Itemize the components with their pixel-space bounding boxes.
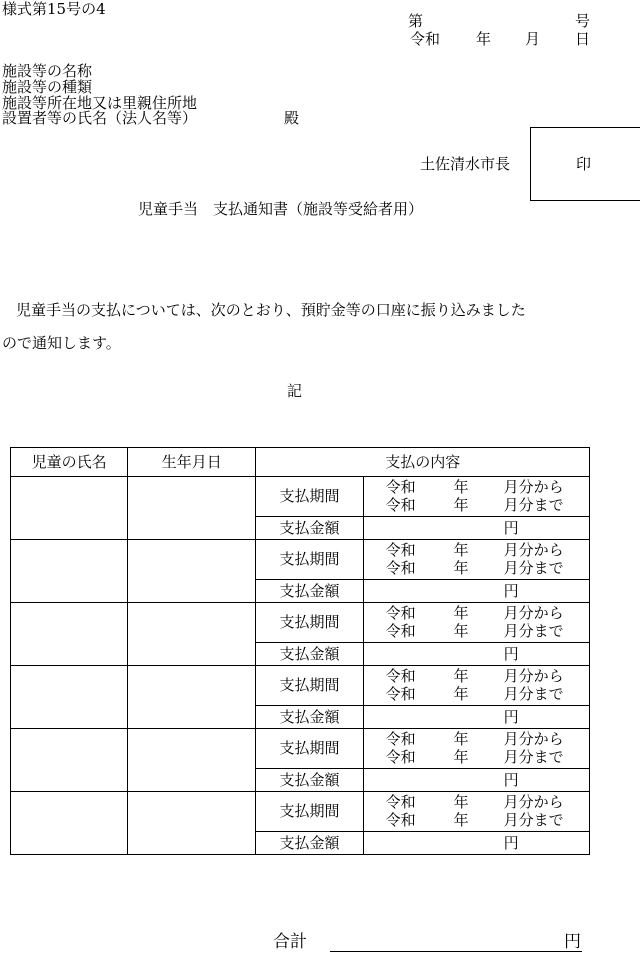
facility-address-label: 施設等所在地又は里親住所地 (2, 94, 198, 112)
year-text: 年 (453, 559, 469, 577)
period-from (364, 605, 589, 623)
facility-name-label: 施設等の名称 (2, 62, 93, 80)
amount-label: 支払金額 (256, 832, 363, 855)
table-header-row (11, 448, 590, 477)
year-text: 年 (453, 622, 469, 640)
to-suffix: 月分まで (503, 748, 564, 766)
from-suffix: 月分から (503, 541, 564, 559)
era-text: 令和 (385, 559, 416, 577)
issuer-name: 土佐清水市長 (420, 155, 511, 173)
yen-unit: 円 (503, 518, 519, 537)
doc-number-suffix: 号 (575, 12, 591, 30)
from-suffix: 月分から (503, 667, 564, 685)
year-text: 年 (453, 541, 469, 559)
birth-date-cell[interactable] (128, 603, 256, 666)
amount-cell[interactable] (363, 832, 589, 855)
period-to (364, 623, 589, 641)
period-cell[interactable] (363, 477, 589, 517)
payment-table (10, 447, 590, 855)
birth-date-cell[interactable] (128, 540, 256, 603)
birth-date-cell[interactable] (128, 729, 256, 792)
table-row (11, 792, 590, 832)
table-row (11, 729, 590, 769)
facility-type-label: 施設等の種類 (2, 78, 93, 96)
child-name-cell[interactable] (11, 540, 128, 603)
period-to (364, 812, 589, 830)
birth-date-cell[interactable] (128, 792, 256, 855)
period-label: 支払期間 (256, 792, 363, 832)
from-suffix: 月分から (503, 478, 564, 496)
doc-number-prefix: 第 (408, 12, 424, 30)
yen-unit: 円 (503, 644, 519, 663)
period-from (364, 731, 589, 749)
amount-label: 支払金額 (256, 580, 363, 603)
period-to (364, 686, 589, 704)
amount-label: 支払金額 (256, 769, 363, 792)
era-text: 令和 (385, 496, 416, 514)
year-text: 年 (453, 478, 469, 496)
total-label: 合計 (273, 932, 307, 952)
seal-label: 印 (576, 155, 592, 173)
year-text: 年 (453, 496, 469, 514)
year-text: 年 (453, 793, 469, 811)
year-text: 年 (453, 667, 469, 685)
era-text: 令和 (385, 811, 416, 829)
period-from (364, 668, 589, 686)
to-suffix: 月分まで (503, 496, 564, 514)
header-payment-content: 支払の内容 (256, 448, 590, 477)
form-number: 様式第15号の4 (2, 0, 106, 18)
period-from (364, 794, 589, 812)
period-from (364, 479, 589, 497)
date-year: 年 (476, 30, 492, 48)
era-text: 令和 (385, 793, 416, 811)
body-text-line2: ので通知します。 (2, 334, 121, 352)
date-day: 日 (575, 30, 591, 48)
period-from (364, 542, 589, 560)
table-row (11, 477, 590, 517)
year-text: 年 (453, 730, 469, 748)
honorific: 殿 (284, 109, 300, 127)
year-text: 年 (453, 811, 469, 829)
child-name-cell[interactable] (11, 792, 128, 855)
era-text: 令和 (385, 478, 416, 496)
table-row (11, 603, 590, 643)
era-text: 令和 (385, 541, 416, 559)
amount-label: 支払金額 (256, 643, 363, 666)
from-suffix: 月分から (503, 604, 564, 622)
period-to (364, 749, 589, 767)
to-suffix: 月分まで (503, 559, 564, 577)
year-text: 年 (453, 604, 469, 622)
child-name-cell[interactable] (11, 666, 128, 729)
birth-date-cell[interactable] (128, 666, 256, 729)
amount-cell[interactable] (363, 580, 589, 603)
from-suffix: 月分から (503, 730, 564, 748)
amount-cell[interactable] (363, 769, 589, 792)
period-label: 支払期間 (256, 729, 363, 769)
total-unit: 円 (564, 932, 581, 952)
period-cell[interactable] (363, 729, 589, 769)
to-suffix: 月分まで (503, 685, 564, 703)
period-cell[interactable] (363, 666, 589, 706)
period-label: 支払期間 (256, 603, 363, 643)
era-text: 令和 (385, 730, 416, 748)
table-row (11, 540, 590, 580)
amount-label: 支払金額 (256, 517, 363, 540)
yen-unit: 円 (503, 833, 519, 852)
period-cell[interactable] (363, 792, 589, 832)
era-text: 令和 (385, 748, 416, 766)
amount-cell[interactable] (363, 706, 589, 729)
yen-unit: 円 (503, 770, 519, 789)
amount-cell[interactable] (363, 643, 589, 666)
period-label: 支払期間 (256, 540, 363, 580)
period-label: 支払期間 (256, 666, 363, 706)
document-title: 児童手当 支払通知書（施設等受給者用） (138, 200, 424, 218)
header-child-name: 児童の氏名 (11, 448, 128, 477)
from-suffix: 月分から (503, 793, 564, 811)
era-text: 令和 (385, 685, 416, 703)
yen-unit: 円 (503, 581, 519, 600)
year-text: 年 (453, 748, 469, 766)
date-month: 月 (525, 30, 541, 48)
child-name-cell[interactable] (11, 477, 128, 540)
ki-marker: 記 (287, 382, 303, 400)
header-birth-date: 生年月日 (128, 448, 256, 477)
amount-cell[interactable] (363, 517, 589, 540)
child-name-cell[interactable] (11, 729, 128, 792)
period-label: 支払期間 (256, 477, 363, 517)
period-to (364, 560, 589, 578)
body-text-line1: 児童手当の支払については、次のとおり、預貯金等の口座に振り込みました (16, 301, 526, 319)
table-row (11, 666, 590, 706)
year-text: 年 (453, 685, 469, 703)
period-cell[interactable] (363, 603, 589, 643)
total-amount-field[interactable] (330, 951, 582, 952)
yen-unit: 円 (503, 707, 519, 726)
period-cell[interactable] (363, 540, 589, 580)
founder-name-label: 設置者等の氏名（法人名等） (2, 109, 198, 127)
birth-date-cell[interactable] (128, 477, 256, 540)
date-era: 令和 (410, 30, 441, 48)
to-suffix: 月分まで (503, 811, 564, 829)
era-text: 令和 (385, 667, 416, 685)
period-to (364, 497, 589, 515)
amount-label: 支払金額 (256, 706, 363, 729)
era-text: 令和 (385, 604, 416, 622)
to-suffix: 月分まで (503, 622, 564, 640)
child-name-cell[interactable] (11, 603, 128, 666)
era-text: 令和 (385, 622, 416, 640)
